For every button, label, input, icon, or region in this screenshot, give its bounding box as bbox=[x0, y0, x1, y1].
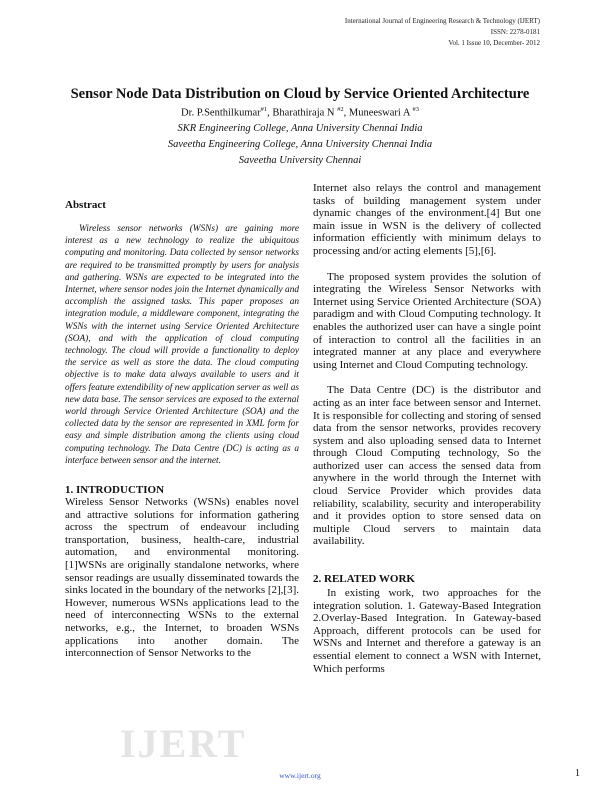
journal-name: International Journal of Engineering Research & Technology (IJERT) bbox=[344, 17, 540, 25]
affiliation: Saveetha University Chennai bbox=[238, 155, 362, 166]
abstract-text: Wireless sensor networks (WSNs) are gaining more interest as a new technology to realize the ubiquitous computing and monitoring. Data collected by sensor networks are required to be transmitted promptly by users for analysis and gathering. WSNs are expected to be integrated into the Internet, where sensor nodes join the Internet dynamically and accomplish the assigned tasks. This paper proposes an integration module, a middleware component, integrating the WSNs with the internet using Service Oriented Architecture (SOA), and with the application of cloud computing technology. The cloud will provide a functionality to deploy the service as well as store the data. The cloud computing objective is to make data always available to users and it offers feature extendibility of new application server as well as new data base. The sensor services are exposed to the external world through Service Oriented Architecture (SOA) and the collected data by the sensor are represented in XML form for easy and simple distribution among the clients using cloud computing technology. The Data Centre (DC) is acting as a interface between sensor and the internet. bbox=[65, 224, 299, 466]
paper-title: Sensor Node Data Distribution on Cloud by Service Oriented Architecture bbox=[70, 86, 530, 102]
proposed-system-paragraph: The proposed system provides the solution of integrating the Wireless Sensor Networks with Internet using Service Oriented Architecture (SOA) paradigm and with Cloud Computing technology. It enables the authorized user can have a single point of interaction to control all the facilities in an integrated manner at any place and everywhere using Internet and Cloud Computing technology. bbox=[313, 270, 541, 371]
introduction-heading: 1. INTRODUCTION bbox=[65, 484, 165, 497]
author: Dr. P.Senthilkumar bbox=[181, 107, 261, 119]
affiliation: SKR Engineering College, Anna University Chennai India bbox=[177, 123, 423, 134]
introduction-paragraph-continued: Internet also relays the control and management tasks of building management system under dynamic changes of the environment.[4] But one main issue in WSN is the delivery of collected information efficiently with minimum delays to processing and/or acting elements [5],[6]. bbox=[313, 182, 541, 257]
affiliation: Saveetha Engineering College, Anna University Chennai India bbox=[167, 139, 433, 150]
watermark: IJERT bbox=[120, 721, 247, 766]
issn: ISSN: 2278-0181 bbox=[490, 28, 540, 36]
left-column bbox=[65, 199, 299, 660]
volume-issue: Vol. 1 Issue 10, December- 2012 bbox=[448, 39, 540, 47]
author-mark: #3 bbox=[412, 106, 419, 113]
author: Bharathiraja N bbox=[272, 107, 335, 119]
footer-url[interactable]: www.ijert.org bbox=[279, 771, 321, 780]
journal-header bbox=[345, 16, 540, 49]
author-mark: #1 bbox=[260, 106, 268, 113]
related-work-paragraph: In existing work, two approaches for the integration solution. 1. Gateway-Based Integration 2.Overlay-Based Integration. In Gateway-based Approach, different protocols can be used for WSNs and Internet and therefore a gateway is an essential element to connect a WSN with Internet, Which performs bbox=[313, 587, 541, 675]
author: Muneeswari A bbox=[348, 107, 410, 119]
page-number: 1 bbox=[575, 768, 580, 779]
abstract-heading: Abstract bbox=[65, 199, 106, 211]
introduction-paragraph: Wireless Sensor Networks (WSNs) enables novel and attractive solutions for information gathering across the spectrum of endeavour including transportation, business, health-care, industrial automation, and environmental monitoring. [1]WSNs are originally standalone networks, where sensor readings are usually disseminated towards the sinks located in the boundary of the networks [2],[3]. However, numerous WSNs applications lead to the need of interconnecting WSNs to the external networks, e.g., the Internet, to broaden WSNs applications into another domain. The interconnection of Sensor Networks to the bbox=[65, 496, 299, 660]
right-column bbox=[313, 182, 541, 675]
related-work-heading: 2. RELATED WORK bbox=[313, 573, 415, 586]
author-list: Dr. P.Senthilkumar$^{\#1}$, Bharathiraja N $^{\#2}$, Muneeswari A $^{\#3}$ bbox=[181, 106, 419, 119]
author-mark: #2 bbox=[337, 106, 344, 113]
data-centre-paragraph: The Data Centre (DC) is the distributor and acting as an inter face between sensor and Internet. It is responsible for collecting and storing of sensed data from the sensor networks, provides recovery system and also uploading sensed data to Internet through Cloud Computing technology, So the authorized user can access the sensed data from anywhere in the world through the Internet with cloud Service Provider which provides data reliability, scalability, security and interoperability and it provides option to store sensed data on multiple Cloud servers to maintain data availability. bbox=[313, 384, 541, 548]
